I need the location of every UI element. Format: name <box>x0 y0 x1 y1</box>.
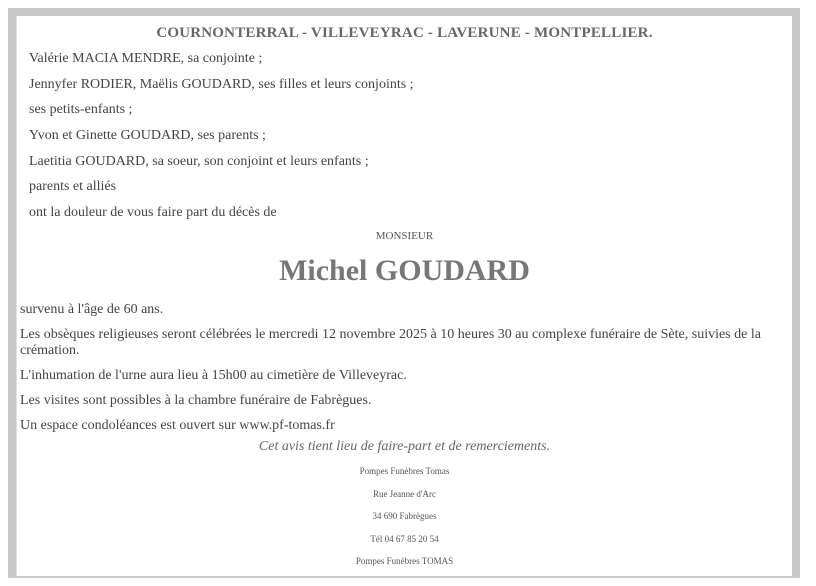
detail-paragraph: Les obsèques religieuses seront célébrées le mercredi 12 novembre 2025 à 10 heures 30 au complexe funéraire de Sète, suivies de la crémation. <box>20 327 761 358</box>
family-line: Laetitia GOUDARD, sa soeur, son conjoint et leurs enfants ; <box>29 153 369 169</box>
funeral-home-line: Pompes Funèbres TOMAS <box>355 556 454 566</box>
family-list <box>29 50 414 230</box>
honorific: MONSIEUR <box>375 230 434 242</box>
funeral-home-line: 34 690 Fabrègues <box>372 511 437 521</box>
detail-paragraph: Les visites sont possibles à la chambre funéraire de Fabrègues. <box>20 393 372 408</box>
thanks-note: Cet avis tient lieu de faire-part et de remerciements. <box>258 439 551 454</box>
funeral-home-block <box>17 465 792 578</box>
details-section <box>20 302 784 443</box>
family-line: Valérie MACIA MENDRE, sa conjointe ; <box>29 51 263 66</box>
obituary-notice <box>16 16 792 576</box>
detail-paragraph: Un espace condoléances est ouvert sur www.pf-tomas.fr <box>20 418 335 433</box>
family-line: ses petits-enfants ; <box>29 102 133 118</box>
family-line: ont la douleur de vous faire part du décès de <box>29 205 277 221</box>
detail-paragraph: L'inhumation de l'urne aura lieu à 15h00 au cimetière de Villeveyrac. <box>20 368 407 383</box>
funeral-home-line: Tél 04 67 85 20 54 <box>370 533 439 544</box>
deceased-name: Michel GOUDARD <box>279 254 530 287</box>
notice-locations: COURNONTERRAL - VILLEVEYRAC - LAVERUNE - MONTPELLIER. <box>156 25 653 41</box>
funeral-home-line: Pompes Funèbres Tomas <box>359 466 450 476</box>
funeral-home-line: Rue Jeanne d'Arc <box>372 488 437 499</box>
notice-frame <box>8 8 800 578</box>
family-line: parents et alliés <box>29 179 117 195</box>
detail-paragraph: survenu à l'âge de 60 ans. <box>20 302 164 317</box>
family-line: Yvon et Ginette GOUDARD, ses parents ; <box>29 128 266 144</box>
family-line: Jennyfer RODIER, Maëlis GOUDARD, ses filles et leurs conjoints ; <box>29 76 414 92</box>
